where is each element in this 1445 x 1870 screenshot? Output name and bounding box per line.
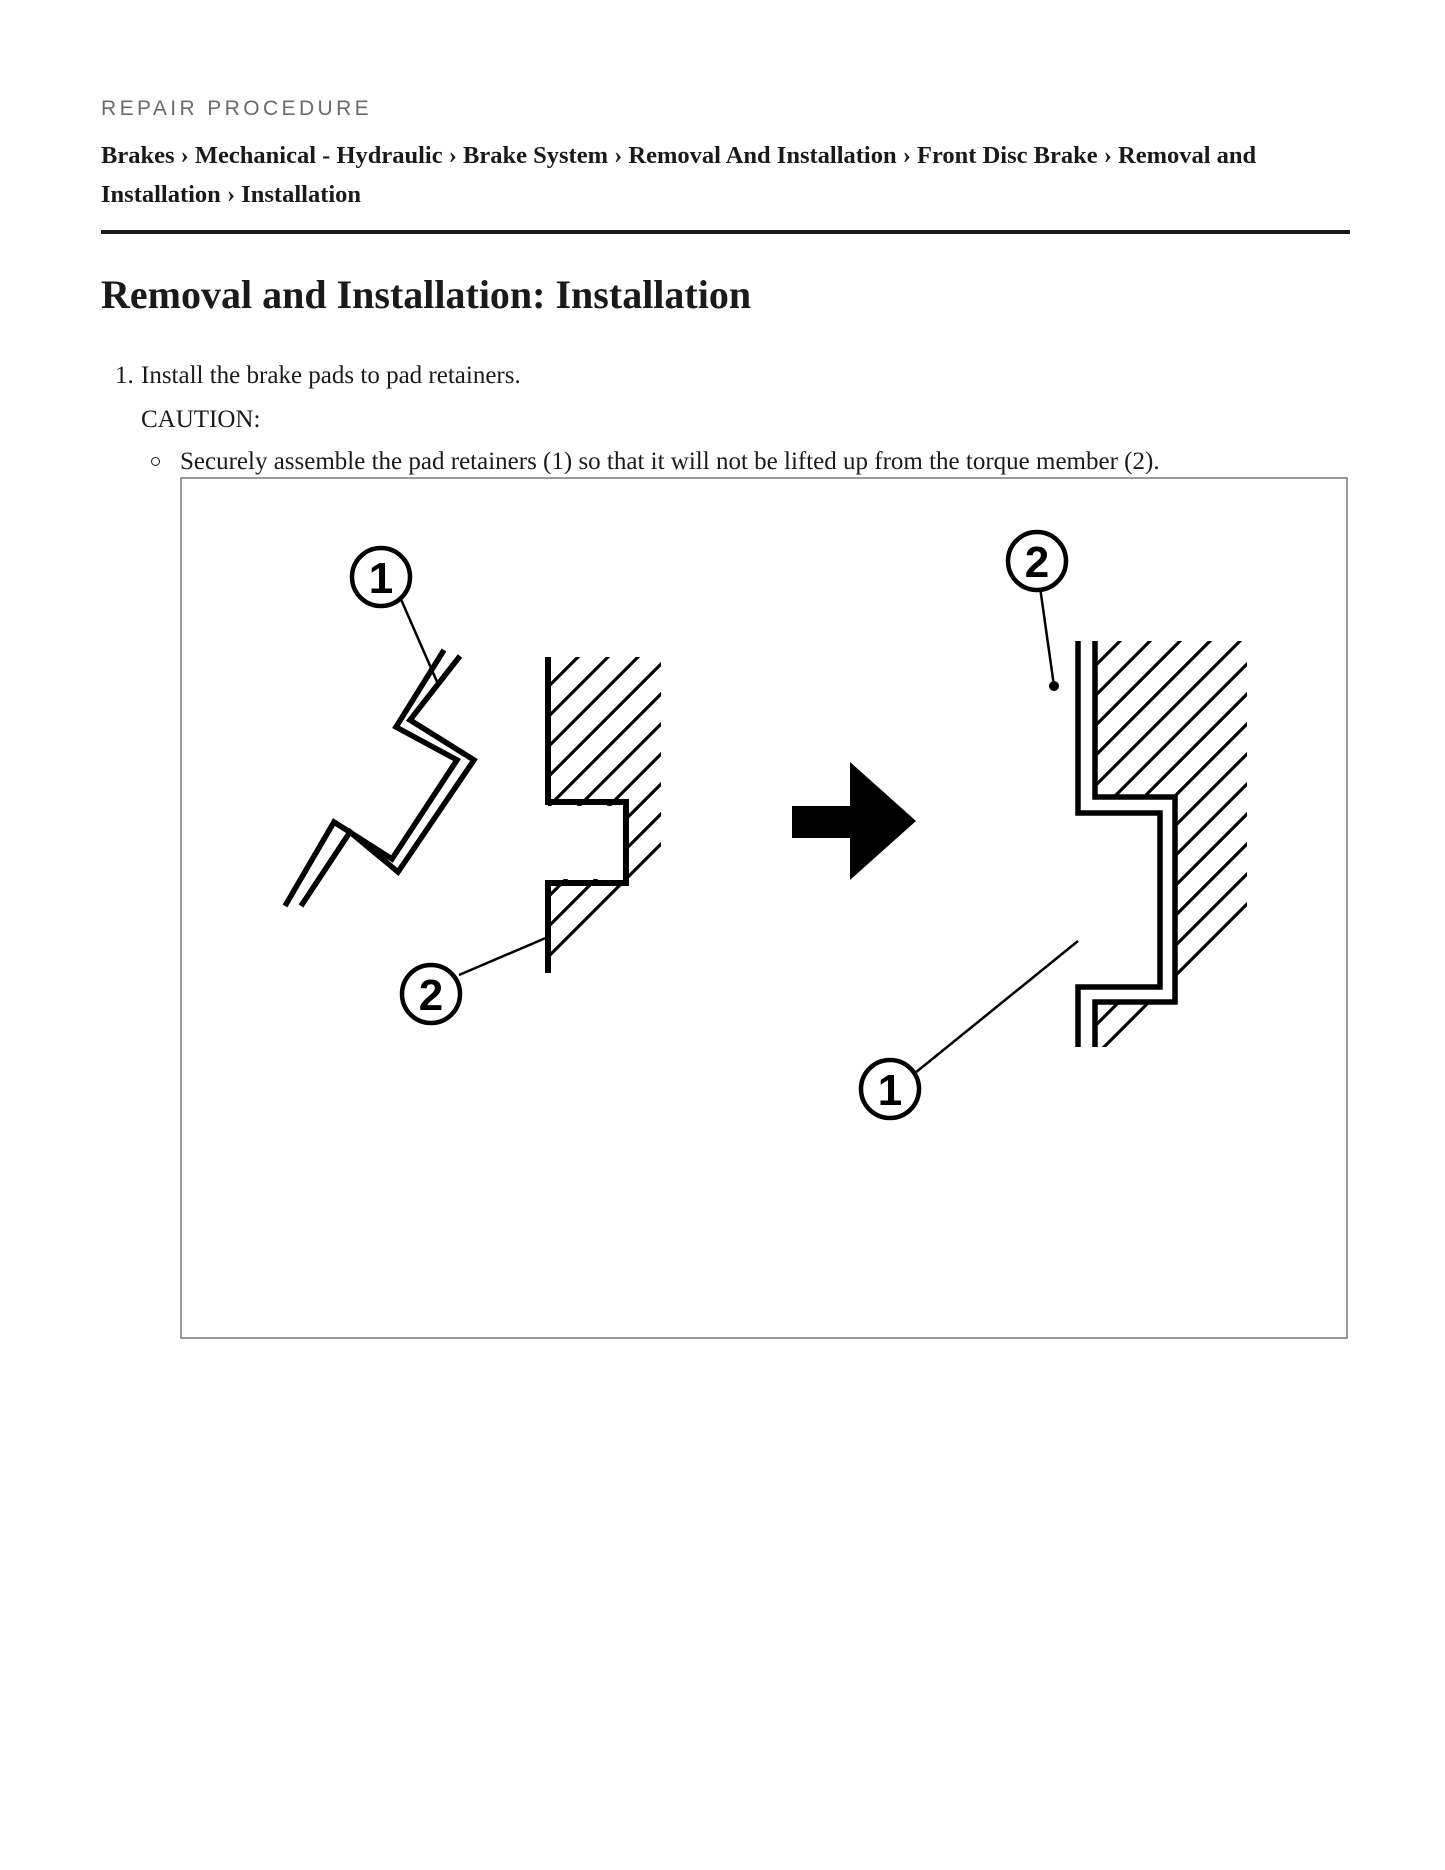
torque-member-hatch bbox=[182, 617, 888, 1017]
callout-1-before bbox=[352, 548, 410, 606]
page-title: Removal and Installation: Installation bbox=[101, 272, 752, 317]
callout-2-after bbox=[1008, 532, 1066, 590]
right-arrow-icon bbox=[792, 762, 916, 880]
callout-number: 2 bbox=[418, 971, 444, 1020]
breadcrumb-item[interactable]: Removal And Installation bbox=[628, 142, 897, 169]
callout-number: 2 bbox=[1024, 538, 1050, 587]
callout-leader-2-before bbox=[459, 937, 548, 975]
caution-item bbox=[141, 442, 1350, 482]
callout-1-after bbox=[861, 1060, 919, 1118]
breadcrumb-item-current: Installation bbox=[241, 181, 362, 208]
retainer-installation-figure bbox=[180, 477, 1348, 1339]
document-page bbox=[101, 0, 1350, 482]
breadcrumb-separator: › bbox=[226, 181, 242, 208]
caution-label: CAUTION: bbox=[141, 406, 261, 433]
callout-2-before bbox=[402, 965, 460, 1023]
step-item bbox=[140, 356, 1350, 482]
callout-leader-1-before bbox=[400, 597, 438, 684]
breadcrumb-item[interactable]: Front Disc Brake bbox=[917, 142, 1098, 169]
section-kicker: REPAIR PROCEDURE bbox=[101, 97, 373, 120]
breadcrumb bbox=[101, 136, 1350, 214]
breadcrumb-separator: › bbox=[902, 142, 918, 169]
callout-number: 1 bbox=[877, 1066, 903, 1115]
breadcrumb-item[interactable]: Mechanical - Hydraulic bbox=[194, 142, 443, 169]
breadcrumb-separator: › bbox=[180, 142, 195, 169]
caution-text: Securely assemble the pad retainers (1) so that it will not be lifted up from the torque member (2). bbox=[180, 448, 1160, 475]
pad-retainer-before bbox=[285, 650, 474, 906]
breadcrumb-item[interactable]: Removal and Installation bbox=[101, 142, 1257, 208]
breadcrumb-separator: › bbox=[1103, 142, 1119, 169]
breadcrumb-separator: › bbox=[448, 142, 464, 169]
callout-number: 1 bbox=[368, 554, 394, 603]
header-divider bbox=[101, 230, 1350, 234]
leader-dot bbox=[1049, 681, 1059, 691]
procedure-steps bbox=[101, 356, 1350, 482]
breadcrumb-item[interactable]: Brakes bbox=[101, 142, 175, 169]
caution-list bbox=[141, 442, 1350, 482]
torque-member-hatch bbox=[582, 639, 1346, 1089]
breadcrumb-separator: › bbox=[614, 142, 629, 169]
callout-leader-1-after bbox=[915, 941, 1078, 1073]
step-text: Install the brake pads to pad retainers. bbox=[141, 362, 521, 389]
bullet-circle-icon bbox=[151, 457, 160, 466]
breadcrumb-item[interactable]: Brake System bbox=[463, 142, 608, 169]
callout-leader-2-after bbox=[1040, 587, 1054, 686]
